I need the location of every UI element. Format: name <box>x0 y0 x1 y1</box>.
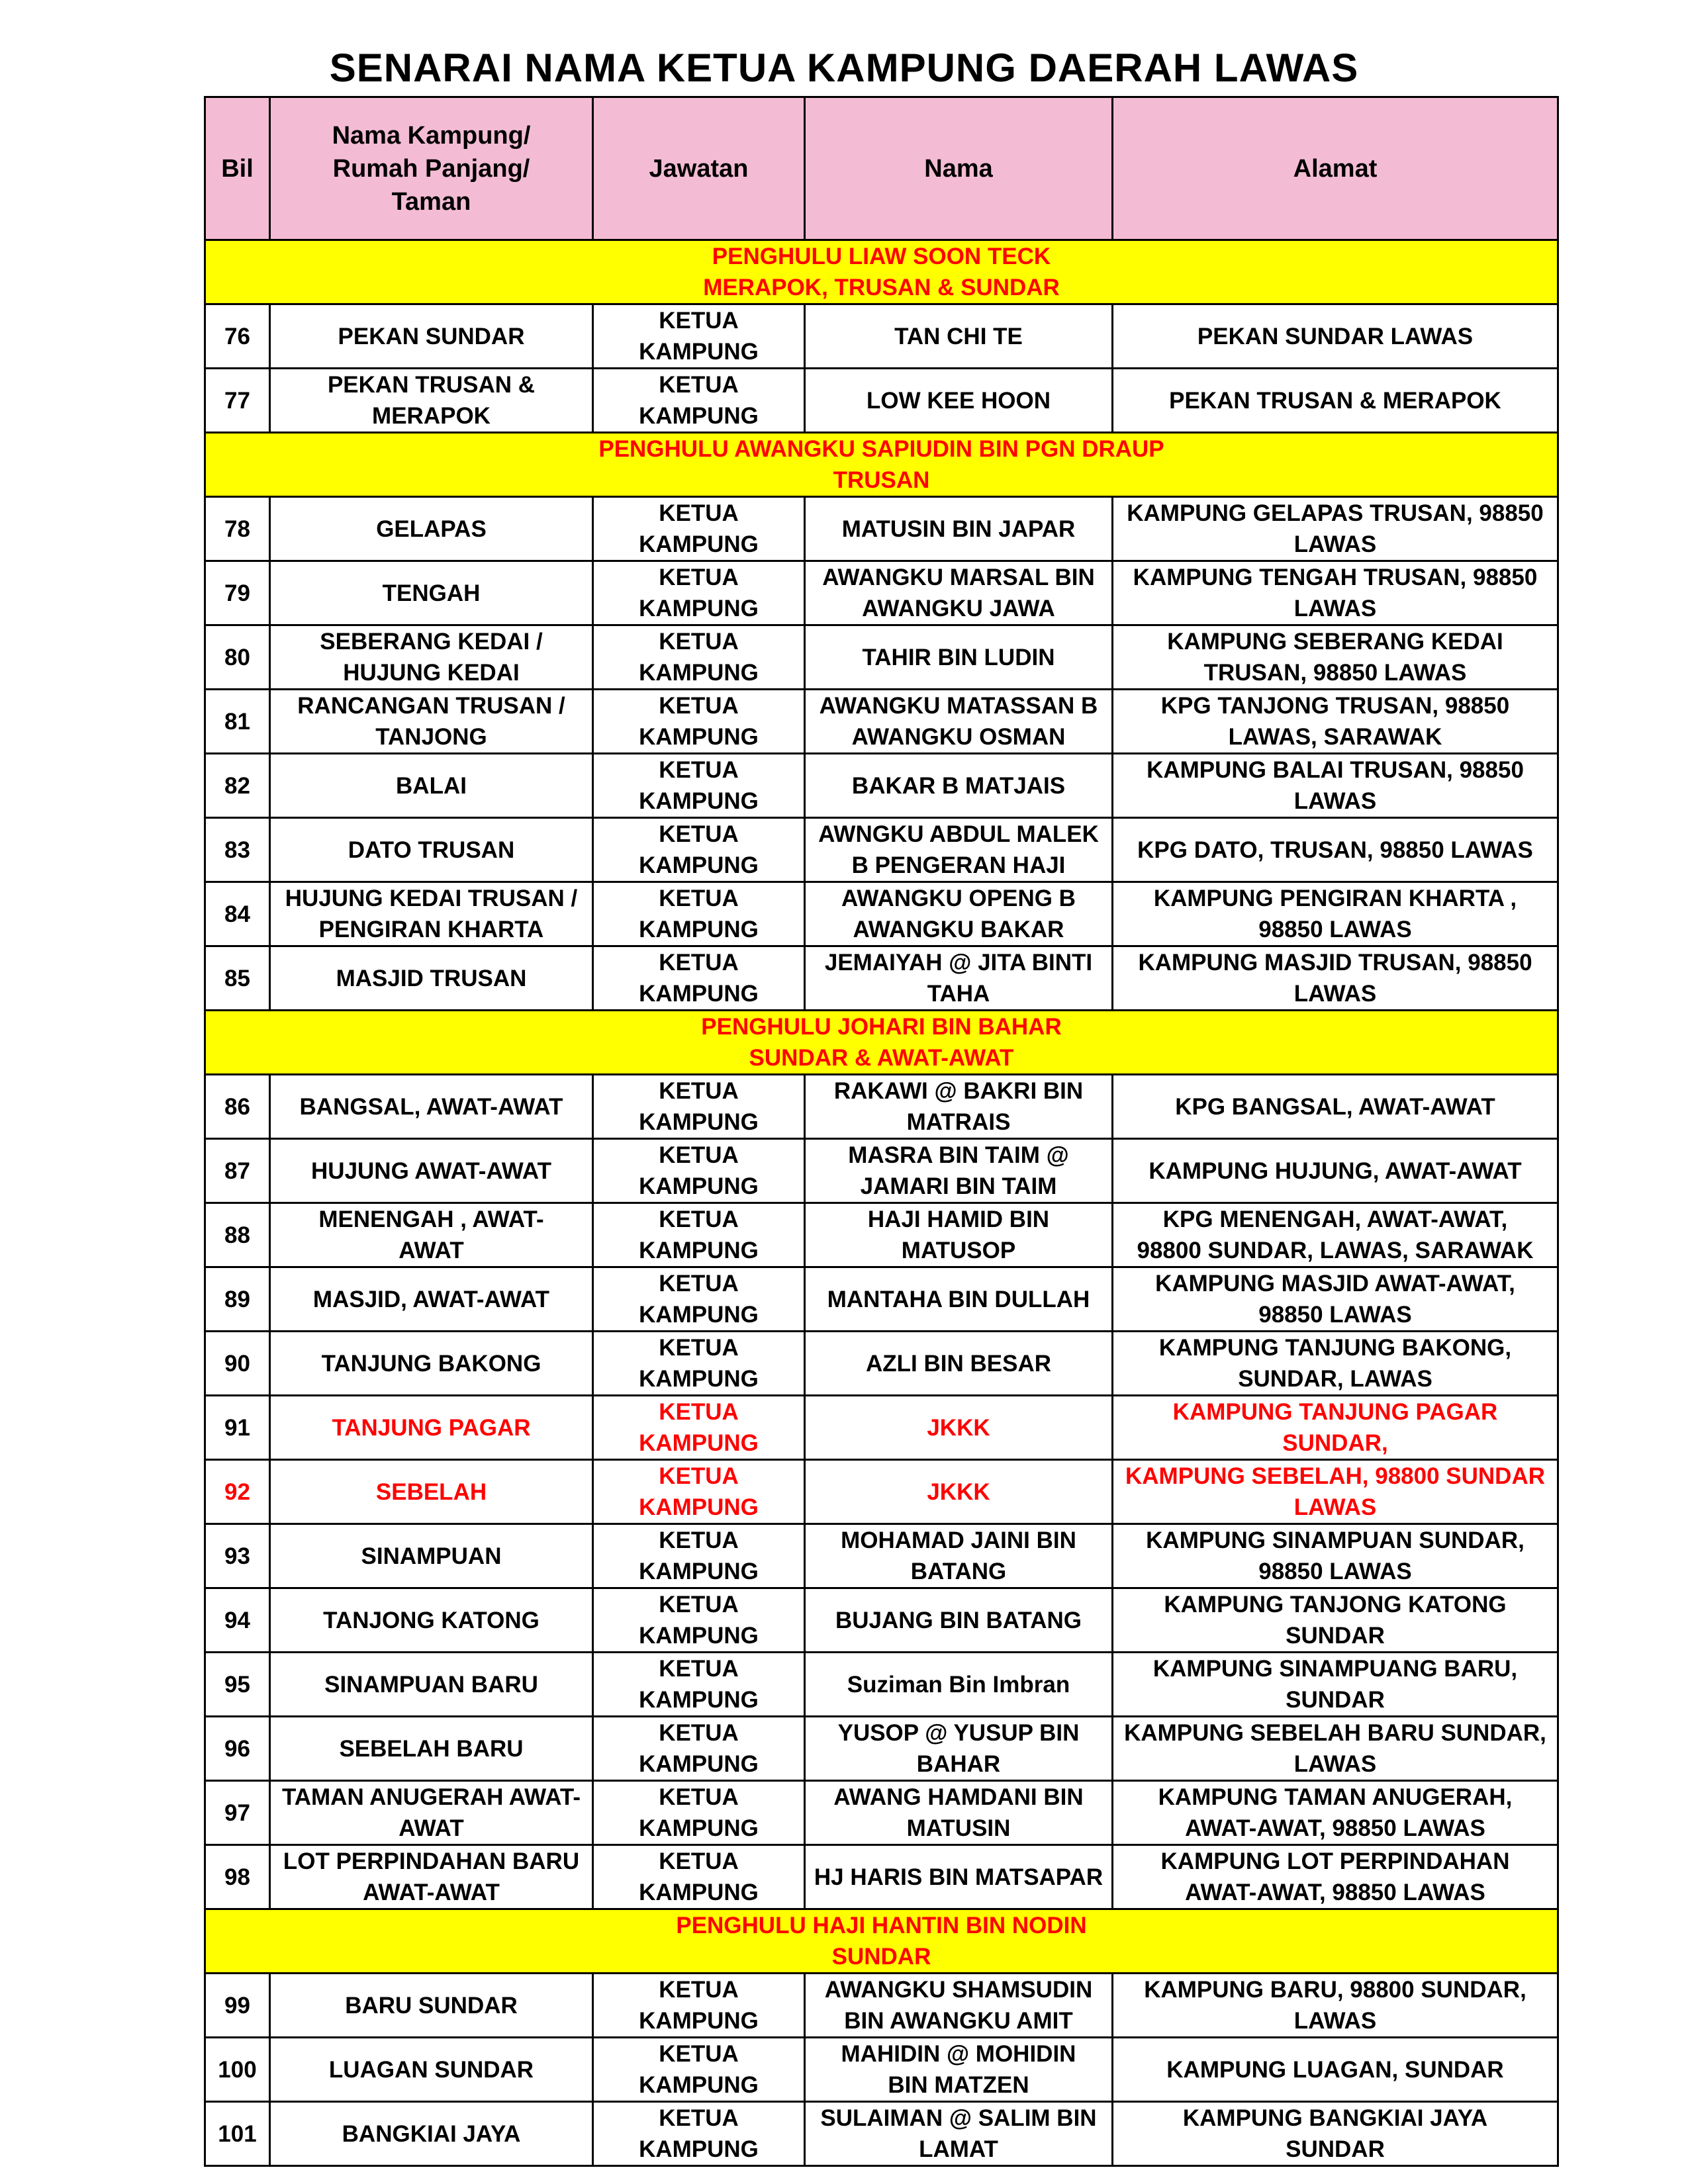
cell-alamat: PEKAN TRUSAN & MERAPOK <box>1113 369 1558 433</box>
table-row <box>205 1460 1558 1524</box>
section-header <box>205 1011 1558 1075</box>
cell-alamat: KPG DATO, TRUSAN, 98850 LAWAS <box>1113 818 1558 882</box>
cell-nama: JKKK <box>805 1396 1113 1460</box>
table-row <box>205 1139 1558 1203</box>
cell-jawatan: KETUA KAMPUNG <box>593 625 805 690</box>
cell-alamat: KAMPUNG TANJONG KATONG SUNDAR <box>1113 1588 1558 1653</box>
header-jawatan: Jawatan <box>593 97 805 240</box>
cell-bil: 76 <box>205 304 270 369</box>
table-row <box>205 1075 1558 1139</box>
cell-nama: MATUSIN BIN JAPAR <box>805 497 1113 561</box>
cell-alamat: KAMPUNG BALAI TRUSAN, 98850 LAWAS <box>1113 754 1558 818</box>
table-row <box>205 2102 1558 2166</box>
cell-bil: 84 <box>205 882 270 946</box>
cell-bil: 85 <box>205 946 270 1011</box>
cell-nama: MANTAHA BIN DULLAH <box>805 1267 1113 1332</box>
cell-nama: SULAIMAN @ SALIM BIN LAMAT <box>805 2102 1113 2166</box>
cell-jawatan: KETUA KAMPUNG <box>593 1075 805 1139</box>
cell-nama: MOHAMAD JAINI BIN BATANG <box>805 1524 1113 1588</box>
cell-alamat: KAMPUNG SINAMPUAN SUNDAR, 98850 LAWAS <box>1113 1524 1558 1588</box>
cell-nama: AWANG HAMDANI BIN MATUSIN <box>805 1781 1113 1845</box>
cell-nama: JEMAIYAH @ JITA BINTI TAHA <box>805 946 1113 1011</box>
page-title: SENARAI NAMA KETUA KAMPUNG DAERAH LAWAS <box>329 46 1359 90</box>
cell-bil: 90 <box>205 1332 270 1396</box>
cell-alamat: KPG TANJONG TRUSAN, 98850 LAWAS, SARAWAK <box>1113 690 1558 754</box>
cell-alamat: KAMPUNG BANGKIAI JAYA SUNDAR <box>1113 2102 1558 2166</box>
table-row <box>205 1588 1558 1653</box>
cell-bil: 79 <box>205 561 270 625</box>
cell-nama: AWANGKU SHAMSUDIN BIN AWANGKU AMIT <box>805 1974 1113 2038</box>
cell-jawatan: KETUA KAMPUNG <box>593 1267 805 1332</box>
cell-bil: 78 <box>205 497 270 561</box>
table-row <box>205 1203 1558 1267</box>
table-row <box>205 754 1558 818</box>
cell-nama: AWANGKU MARSAL BIN AWANGKU JAWA <box>805 561 1113 625</box>
cell-kampung: RANCANGAN TRUSAN / TANJONG <box>270 690 593 754</box>
cell-jawatan: KETUA KAMPUNG <box>593 754 805 818</box>
cell-alamat: KAMPUNG TANJUNG BAKONG, SUNDAR, LAWAS <box>1113 1332 1558 1396</box>
cell-kampung: TAMAN ANUGERAH AWAT- AWAT <box>270 1781 593 1845</box>
section-row <box>205 240 1558 304</box>
cell-kampung: TANJUNG PAGAR <box>270 1396 593 1460</box>
table-body <box>205 240 1558 2166</box>
table-row <box>205 1267 1558 1332</box>
cell-bil: 92 <box>205 1460 270 1524</box>
cell-kampung: BANGSAL, AWAT-AWAT <box>270 1075 593 1139</box>
cell-jawatan: KETUA KAMPUNG <box>593 1332 805 1396</box>
table-row <box>205 304 1558 369</box>
section-area: SUNDAR & AWAT-AWAT <box>749 1045 1014 1071</box>
cell-alamat: KAMPUNG TAMAN ANUGERAH, AWAT-AWAT, 98850 LAWAS <box>1113 1781 1558 1845</box>
cell-bil: 88 <box>205 1203 270 1267</box>
table-row <box>205 946 1558 1011</box>
header-nama: Nama <box>805 97 1113 240</box>
penghulu-name: PENGHULU JOHARI BIN BAHAR <box>701 1014 1062 1040</box>
cell-jawatan: KETUA KAMPUNG <box>593 561 805 625</box>
cell-nama: MAHIDIN @ MOHIDIN BIN MATZEN <box>805 2038 1113 2102</box>
table-row <box>205 882 1558 946</box>
penghulu-name: PENGHULU AWANGKU SAPIUDIN BIN PGN DRAUP <box>598 436 1164 462</box>
cell-kampung: BALAI <box>270 754 593 818</box>
cell-jawatan: KETUA KAMPUNG <box>593 2102 805 2166</box>
cell-alamat: KAMPUNG GELAPAS TRUSAN, 98850 LAWAS <box>1113 497 1558 561</box>
table-row <box>205 1332 1558 1396</box>
cell-jawatan: KETUA KAMPUNG <box>593 690 805 754</box>
cell-kampung: MASJID TRUSAN <box>270 946 593 1011</box>
section-area: TRUSAN <box>833 467 930 493</box>
cell-kampung: BANGKIAI JAYA <box>270 2102 593 2166</box>
section-row <box>205 1011 1558 1075</box>
table-row <box>205 497 1558 561</box>
cell-kampung: SINAMPUAN <box>270 1524 593 1588</box>
cell-alamat: KAMPUNG TANJUNG PAGAR SUNDAR, <box>1113 1396 1558 1460</box>
cell-alamat: KAMPUNG SEBELAH BARU SUNDAR, LAWAS <box>1113 1717 1558 1781</box>
cell-kampung: SEBELAH BARU <box>270 1717 593 1781</box>
cell-bil: 81 <box>205 690 270 754</box>
cell-jawatan: KETUA KAMPUNG <box>593 882 805 946</box>
cell-alamat: KAMPUNG LOT PERPINDAHAN AWAT-AWAT, 98850 LAWAS <box>1113 1845 1558 1909</box>
cell-jawatan: KETUA KAMPUNG <box>593 1396 805 1460</box>
cell-bil: 77 <box>205 369 270 433</box>
cell-jawatan: KETUA KAMPUNG <box>593 1524 805 1588</box>
cell-kampung: TENGAH <box>270 561 593 625</box>
cell-kampung: HUJUNG KEDAI TRUSAN / PENGIRAN KHARTA <box>270 882 593 946</box>
cell-bil: 96 <box>205 1717 270 1781</box>
cell-nama: BUJANG BIN BATANG <box>805 1588 1113 1653</box>
cell-bil: 97 <box>205 1781 270 1845</box>
cell-nama: TAN CHI TE <box>805 304 1113 369</box>
cell-kampung: TANJONG KATONG <box>270 1588 593 1653</box>
cell-alamat: KAMPUNG HUJUNG, AWAT-AWAT <box>1113 1139 1558 1203</box>
cell-alamat: KAMPUNG SEBELAH, 98800 SUNDAR LAWAS <box>1113 1460 1558 1524</box>
cell-nama: Suziman Bin Imbran <box>805 1653 1113 1717</box>
cell-alamat: KPG BANGSAL, AWAT-AWAT <box>1113 1075 1558 1139</box>
cell-alamat: KAMPUNG SEBERANG KEDAI TRUSAN, 98850 LAWAS <box>1113 625 1558 690</box>
cell-alamat: KPG MENENGAH, AWAT-AWAT, 98800 SUNDAR, LAWAS, SARAWAK <box>1113 1203 1558 1267</box>
cell-kampung: PEKAN SUNDAR <box>270 304 593 369</box>
cell-jawatan: KETUA KAMPUNG <box>593 818 805 882</box>
cell-nama: BAKAR B MATJAIS <box>805 754 1113 818</box>
cell-bil: 95 <box>205 1653 270 1717</box>
cell-jawatan: KETUA KAMPUNG <box>593 1974 805 2038</box>
cell-jawatan: KETUA KAMPUNG <box>593 369 805 433</box>
cell-jawatan: KETUA KAMPUNG <box>593 1845 805 1909</box>
section-row <box>205 433 1558 497</box>
cell-nama: JKKK <box>805 1460 1113 1524</box>
header-nama-kampung: Nama Kampung/ Rumah Panjang/ Taman <box>270 97 593 240</box>
cell-kampung: HUJUNG AWAT-AWAT <box>270 1139 593 1203</box>
penghulu-name: PENGHULU HAJI HANTIN BIN NODIN <box>676 1913 1087 1938</box>
cell-bil: 91 <box>205 1396 270 1460</box>
cell-nama: LOW KEE HOON <box>805 369 1113 433</box>
header-alamat: Alamat <box>1113 97 1558 240</box>
cell-nama: TAHIR BIN LUDIN <box>805 625 1113 690</box>
cell-nama: AZLI BIN BESAR <box>805 1332 1113 1396</box>
cell-bil: 87 <box>205 1139 270 1203</box>
ketua-kampung-table <box>204 96 1559 2167</box>
section-header <box>205 433 1558 497</box>
cell-bil: 86 <box>205 1075 270 1139</box>
table-row <box>205 561 1558 625</box>
section-header <box>205 240 1558 304</box>
cell-kampung: LUAGAN SUNDAR <box>270 2038 593 2102</box>
cell-kampung: MENENGAH , AWAT- AWAT <box>270 1203 593 1267</box>
cell-jawatan: KETUA KAMPUNG <box>593 497 805 561</box>
cell-nama: AWANGKU MATASSAN B AWANGKU OSMAN <box>805 690 1113 754</box>
cell-bil: 100 <box>205 2038 270 2102</box>
cell-jawatan: KETUA KAMPUNG <box>593 1139 805 1203</box>
cell-kampung: SEBERANG KEDAI / HUJUNG KEDAI <box>270 625 593 690</box>
section-area: MERAPOK, TRUSAN & SUNDAR <box>703 275 1060 300</box>
table-row <box>205 818 1558 882</box>
cell-nama: AWNGKU ABDUL MALEK B PENGERAN HAJI <box>805 818 1113 882</box>
cell-alamat: KAMPUNG BARU, 98800 SUNDAR, LAWAS <box>1113 1974 1558 2038</box>
table-row <box>205 690 1558 754</box>
section-row <box>205 1909 1558 1974</box>
cell-jawatan: KETUA KAMPUNG <box>593 1781 805 1845</box>
cell-kampung: BARU SUNDAR <box>270 1974 593 2038</box>
cell-bil: 99 <box>205 1974 270 2038</box>
cell-alamat: KAMPUNG LUAGAN, SUNDAR <box>1113 2038 1558 2102</box>
cell-kampung: PEKAN TRUSAN & MERAPOK <box>270 369 593 433</box>
cell-jawatan: KETUA KAMPUNG <box>593 1203 805 1267</box>
cell-bil: 83 <box>205 818 270 882</box>
cell-alamat: KAMPUNG SINAMPUANG BARU, SUNDAR <box>1113 1653 1558 1717</box>
header-bil: Bil <box>205 97 270 240</box>
cell-bil: 93 <box>205 1524 270 1588</box>
cell-jawatan: KETUA KAMPUNG <box>593 1717 805 1781</box>
cell-bil: 101 <box>205 2102 270 2166</box>
cell-alamat: PEKAN SUNDAR LAWAS <box>1113 304 1558 369</box>
cell-bil: 98 <box>205 1845 270 1909</box>
table-row <box>205 1781 1558 1845</box>
cell-kampung: GELAPAS <box>270 497 593 561</box>
cell-kampung: TANJUNG BAKONG <box>270 1332 593 1396</box>
table-row <box>205 1653 1558 1717</box>
table-row <box>205 1974 1558 2038</box>
cell-bil: 82 <box>205 754 270 818</box>
table-row <box>205 1845 1558 1909</box>
cell-bil: 94 <box>205 1588 270 1653</box>
cell-bil: 80 <box>205 625 270 690</box>
cell-nama: AWANGKU OPENG B AWANGKU BAKAR <box>805 882 1113 946</box>
table-row <box>205 369 1558 433</box>
header-row <box>205 97 1558 240</box>
table-row <box>205 625 1558 690</box>
cell-kampung: SINAMPUAN BARU <box>270 1653 593 1717</box>
cell-nama: MASRA BIN TAIM @ JAMARI BIN TAIM <box>805 1139 1113 1203</box>
cell-bil: 89 <box>205 1267 270 1332</box>
cell-kampung: MASJID, AWAT-AWAT <box>270 1267 593 1332</box>
section-header <box>205 1909 1558 1974</box>
cell-jawatan: KETUA KAMPUNG <box>593 304 805 369</box>
cell-nama: HJ HARIS BIN MATSAPAR <box>805 1845 1113 1909</box>
cell-nama: YUSOP @ YUSUP BIN BAHAR <box>805 1717 1113 1781</box>
penghulu-name: PENGHULU LIAW SOON TECK <box>712 244 1051 269</box>
cell-nama: RAKAWI @ BAKRI BIN MATRAIS <box>805 1075 1113 1139</box>
cell-alamat: KAMPUNG MASJID TRUSAN, 98850 LAWAS <box>1113 946 1558 1011</box>
cell-alamat: KAMPUNG TENGAH TRUSAN, 98850 LAWAS <box>1113 561 1558 625</box>
table-row <box>205 2038 1558 2102</box>
cell-nama: HAJI HAMID BIN MATUSOP <box>805 1203 1113 1267</box>
cell-jawatan: KETUA KAMPUNG <box>593 946 805 1011</box>
cell-jawatan: KETUA KAMPUNG <box>593 1588 805 1653</box>
cell-kampung: LOT PERPINDAHAN BARU AWAT-AWAT <box>270 1845 593 1909</box>
cell-kampung: SEBELAH <box>270 1460 593 1524</box>
cell-kampung: DATO TRUSAN <box>270 818 593 882</box>
cell-jawatan: KETUA KAMPUNG <box>593 2038 805 2102</box>
section-area: SUNDAR <box>831 1944 931 1970</box>
table-row <box>205 1524 1558 1588</box>
table-row <box>205 1396 1558 1460</box>
cell-alamat: KAMPUNG MASJID AWAT-AWAT, 98850 LAWAS <box>1113 1267 1558 1332</box>
cell-jawatan: KETUA KAMPUNG <box>593 1653 805 1717</box>
cell-alamat: KAMPUNG PENGIRAN KHARTA , 98850 LAWAS <box>1113 882 1558 946</box>
cell-jawatan: KETUA KAMPUNG <box>593 1460 805 1524</box>
table-row <box>205 1717 1558 1781</box>
